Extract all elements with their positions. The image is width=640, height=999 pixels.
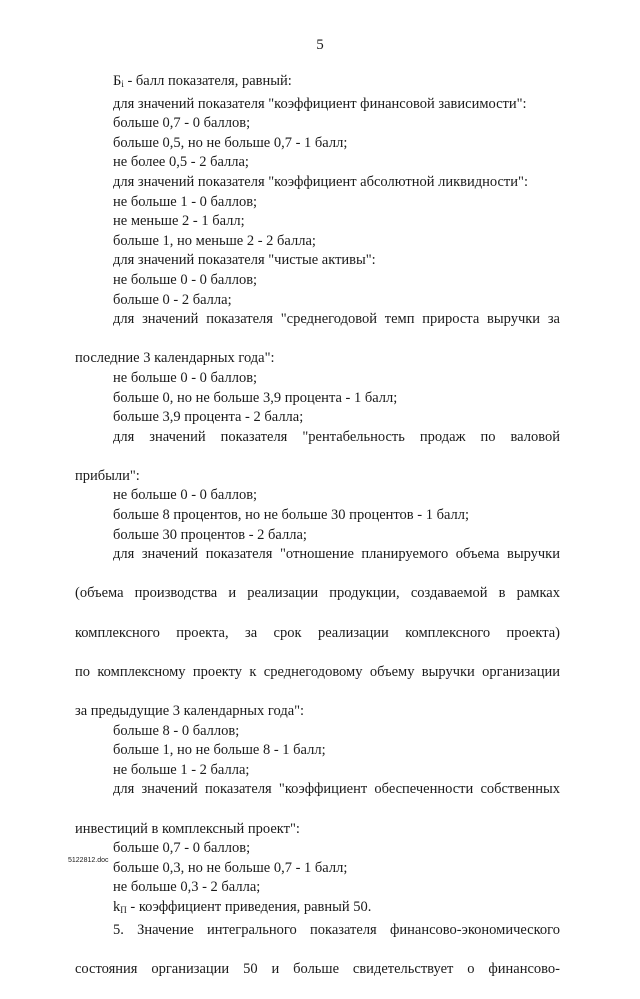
text-line: не больше 0 - 0 баллов;	[113, 487, 258, 504]
text-line: для значений показателя "отношение планируемого объема выручки	[113, 546, 560, 563]
text-line: $Б_i$ - балл показателя, равный:	[113, 73, 292, 89]
text-line: больше 8 процентов, но не больше 30 процентов - 1 балл;	[113, 507, 470, 524]
page-number: 5	[316, 37, 324, 53]
text-line: для значений показателя "коэффициент обеспеченности собственных	[113, 781, 560, 798]
text-line: последние 3 календарных года":	[75, 350, 275, 367]
paragraph	[75, 921, 560, 999]
text-line: больше 8 - 0 баллов;	[113, 722, 240, 739]
text-line: больше 1, но меньше 2 - 2 балла;	[113, 232, 316, 249]
text-line: по комплексному проекту к среднегодовому объему выручки организации	[75, 663, 560, 680]
text-line: не больше 0 - 0 баллов;	[113, 271, 258, 288]
text-line: для значений показателя "чистые активы":	[113, 252, 376, 269]
text-line: не более 0,5 - 2 балла;	[113, 154, 249, 171]
text-line: больше 3,9 процента - 2 балла;	[113, 409, 304, 426]
paragraph	[75, 545, 560, 721]
text-line: больше 0, но не больше 3,9 процента - 1 балл;	[113, 389, 398, 406]
text-line: больше 0,7 - 0 баллов;	[113, 115, 251, 132]
text-line: не больше 1 - 2 балла;	[113, 761, 250, 778]
text-line: больше 0 - 2 балла;	[113, 291, 232, 308]
text-line: состояния организации 50 и больше свидетельствует о финансово-	[75, 960, 560, 977]
text-line: для значений показателя "коэффициент абсолютной ликвидности":	[113, 173, 528, 190]
text-line: 5. Значение интегрального показателя финансово-экономического	[113, 921, 560, 938]
text-line: (объема производства и реализации продукции, создаваемой в рамках	[75, 585, 560, 602]
text-line: за предыдущие 3 календарных года":	[75, 703, 305, 719]
document-body	[75, 72, 560, 999]
text-line: больше 0,5, но не больше 0,7 - 1 балл;	[113, 134, 348, 151]
text-line: не больше 0,3 - 2 балла;	[113, 879, 261, 896]
text-line: инвестиций в комплексный проект":	[75, 820, 300, 837]
text-line: комплексного проекта, за срок реализации комплексного проекта)	[75, 624, 560, 641]
text-line: прибыли":	[75, 467, 140, 484]
subscript: П	[120, 904, 127, 915]
text-line: больше 0,7 - 0 баллов;	[113, 840, 251, 857]
text-line: $k_П$ - коэффициент приведения, равный 50.	[113, 898, 372, 915]
paragraph	[75, 428, 560, 487]
paragraph	[75, 780, 560, 839]
text-line: для значений показателя "коэффициент финансовой зависимости":	[113, 95, 527, 112]
text-line: больше 30 процентов - 2 балла;	[113, 526, 307, 543]
text-line: больше 1, но не больше 8 - 1 балл;	[113, 742, 326, 759]
paragraph	[75, 310, 560, 369]
text-line: не больше 0 - 0 баллов;	[113, 369, 258, 386]
file-name-footer: 5122812.doc	[68, 857, 109, 864]
text-line: для значений показателя "рентабельность продаж по валовой	[113, 428, 560, 445]
text-line: не меньше 2 - 1 балл;	[113, 213, 245, 230]
subscript: i	[121, 79, 124, 89]
text-line: для значений показателя "среднегодовой темп прироста выручки за	[113, 311, 560, 328]
text-line: больше 0,3, но не больше 0,7 - 1 балл;	[113, 859, 348, 876]
text-line: не больше 1 - 0 баллов;	[113, 193, 258, 210]
